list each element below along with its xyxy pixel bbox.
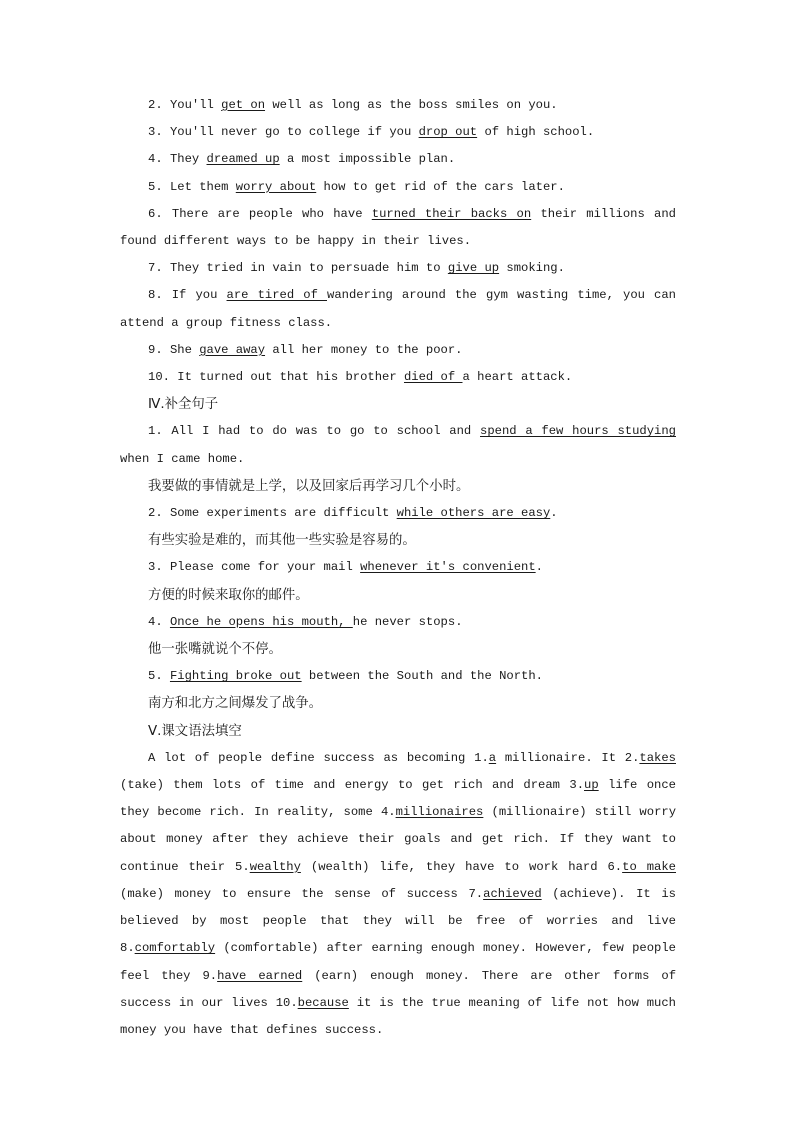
answer-blank: because [297,995,349,1010]
section-5-heading: Ⅴ.课文语法填空 [148,723,242,739]
passage-text: (make) money to ensure the sense of success 7. [120,886,484,901]
answer-blank: died of [403,370,463,385]
item-text: he never stops. [352,614,463,629]
answer-blank: are tired of [226,288,327,303]
completion-item [120,554,676,581]
item-text: their millions and found different ways to be happy in their lives. [120,206,676,249]
answer-blank: achieved [483,886,542,901]
passage-text: (take) them lots of time and energy to get rich and dream 3. [120,778,585,793]
exercise-item [120,174,676,201]
answer-blank: a [488,750,497,765]
item-text: between the South and the North. [301,669,543,684]
answer-blank: gave away [199,342,266,357]
item-text: wandering around the gym wasting time, you can attend a group fitness class. [120,288,676,330]
answer-blank: millionaires [395,805,484,820]
chinese-translation: 有些实验是难的，而其他一些实验是容易的。 [148,533,416,549]
item-text: 5. Let them [148,179,236,194]
item-text: all her money to the poor. [265,342,463,357]
item-text: 5. [148,669,170,684]
passage-text: millionaire. It 2. [496,750,640,765]
item-text: 2. You'll [148,98,222,112]
exercise-item [120,282,676,336]
answer-blank: Fighting broke out [169,669,302,684]
item-text: 9. She [148,342,200,357]
item-text: 10. It turned out that his brother [148,370,404,385]
item-text: how to get rid of the cars later. [316,179,565,194]
chinese-translation: 南方和北方之间爆发了战争。 [148,696,323,712]
answer-blank: comfortably [134,941,216,956]
grammar-fill-passage [120,745,676,1044]
exercise-item [120,364,676,391]
item-text: of high school. [477,125,595,140]
item-text: . [535,560,543,575]
item-text: smoking. [499,261,565,276]
item-text: 3. Please come for your mail [148,560,361,575]
chinese-translation: 他一张嘴就说个不停。 [148,642,282,658]
item-text: a most impossible plan. [279,152,456,167]
answer-blank: wealthy [249,859,301,874]
answer-blank: get on [221,98,266,112]
item-text: 7. They tried in vain to persuade him to [148,261,448,276]
completion-item [120,500,676,527]
chinese-translation: 方便的时候来取你的邮件。 [148,587,309,603]
passage-text: (millionaire) still worry about money after they achieve their goals and get rich. If they want to continue their 5. [120,805,677,874]
item-text: 4. They [148,152,207,167]
answer-blank: worry about [235,179,317,194]
passage-text: (comfortable) after earning enough money. However, few people feel they 9. [120,941,676,983]
answer-blank: spend a few hours studying [480,424,676,439]
passage-text: (achieve). It is believed by most people that they will be free of worries and live 8. [120,886,676,956]
passage-text: (wealth) life, they have to work hard 6. [300,859,623,874]
passage-text: it is the true meaning of life not how much money you have that defines success. [120,995,677,1037]
exercise-item [120,201,676,255]
answer-blank: Once he opens his mouth, [169,614,353,629]
answer-blank: give up [447,261,500,276]
completion-item [120,609,676,636]
exercise-item [120,255,676,282]
item-text: a heart attack. [462,370,573,385]
item-text: 1. All I had to do was to go to school and [148,424,480,439]
item-text: 3. You'll never go to college if you [148,125,419,140]
answer-blank: while others are easy [396,506,551,521]
answer-blank: have earned [217,968,303,983]
completion-item [120,663,676,690]
exercise-item [120,119,676,146]
item-text: 8. If you [148,288,227,303]
completion-item [120,418,676,472]
item-text: . [550,506,558,521]
item-text: 6. There are people who have [148,206,372,221]
item-text: 2. Some experiments are difficult [148,506,397,521]
section-4-heading: Ⅳ.补全句子 [148,397,219,413]
phrase-exercise-list [120,92,676,391]
exercise-item [120,146,676,173]
answer-blank: whenever it's convenient [360,560,536,575]
exercise-item [120,92,676,119]
exercise-item [120,337,676,364]
answer-blank: turned their backs on [371,206,532,221]
item-text: well as long as the boss smiles on you. [265,98,558,112]
answer-blank: to make [622,859,676,874]
answer-blank: drop out [418,125,478,140]
passage-text: A lot of people define success as becoming 1. [148,750,489,765]
answer-blank: dreamed up [206,152,280,167]
answer-blank: up [584,778,599,793]
answer-blank: takes [639,750,676,765]
sentence-completion-list [120,418,676,717]
worksheet-page [120,92,676,1044]
item-text: 4. [148,614,170,629]
passage-text: life once they become rich. In reality, some 4. [120,778,676,820]
passage-text: (earn) enough money. There are other forms of success in our lives 10. [120,968,677,1010]
chinese-translation: 我要做的事情就是上学，以及回家后再学习几个小时。 [148,478,470,494]
item-text: when I came home. [120,451,245,466]
